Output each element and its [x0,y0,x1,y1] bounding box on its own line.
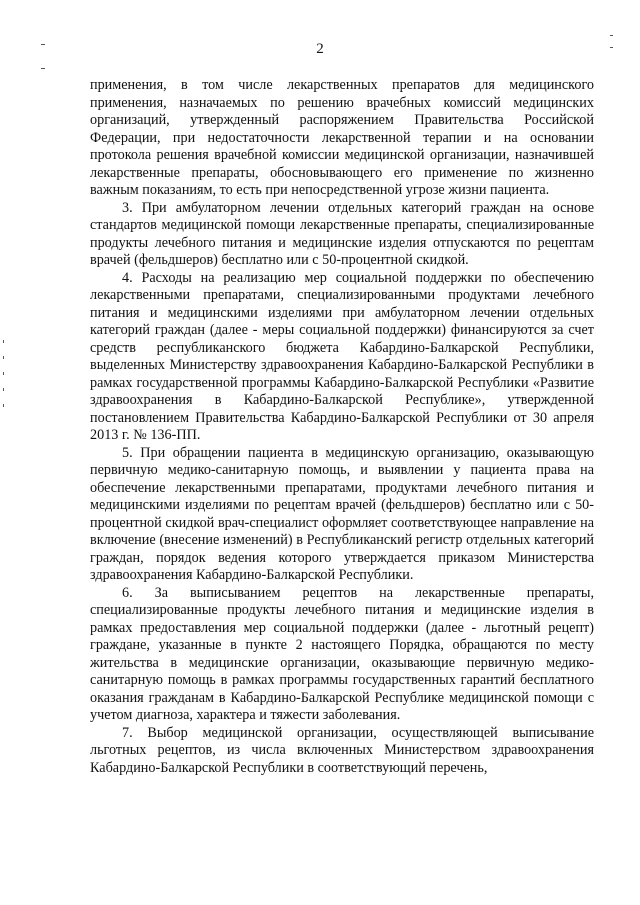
page-number: 2 [316,41,324,57]
paragraph-continuation: применения, в том числе лекарственных препаратов для медицинского применения, назначаемых по решению врачебных комиссий медицинских организаций, утвержденный распоряжением Правительства Российской Федерации, при недостаточности лекарственной терапии и на основании протокола решения врачебной комиссии медицинской организации, назначившей лекарственные препараты, обосновывающего его применение по жизненно важным показаниям, то есть при непосредственной угрозе жизни пациента. [90,77,594,198]
scan-artifact [3,340,4,343]
paragraph-item-4: 4. Расходы на реализацию мер социальной поддержки по обеспечению лекарственными препаратами, специализированными продуктами лечебного питания и медицинскими изделиями при амбулаторном лечении отдельных категорий граждан (далее - меры социальной поддержки) финансируются за счет средств республиканского бюджета Кабардино-Балкарской Республики, выделенных Министерству здравоохранения Кабардино-Балкарской Республики в рамках государственной программы Кабардино-Балкарской Республики «Развитие здравоохранения в Кабардино-Балкарской Республике», утвержденной постановлением Правительства Кабардино-Балкарской Республики от 30 апреля 2013 г. № 136-ПП. [90,269,594,443]
scan-artifact [3,404,4,407]
paragraph-item-7: 7. Выбор медицинской организации, осуществляющей выписывание льготных рецептов, из числа включенных Министерством здравоохранения Кабардино-Балкарской Республики в соответствующий перечень, [90,724,594,776]
scan-artifact [41,68,45,69]
document-body [90,77,594,777]
paragraph-item-6: 6. За выписыванием рецептов на лекарственные препараты, специализированные продукты лечебного питания и медицинские изделия в рамках предоставления мер социальной поддержки (далее - льготный рецепт) граждане, указанные в пункте 2 настоящего Порядка, обращаются по месту жительства в медицинские организации, оказывающие первичную медико-санитарную помощь в рамках программы государственных гарантий бесплатного оказания гражданам в Кабардино-Балкарской Республике медицинской помощи с учетом диагноза, характера и тяжести заболевания. [90,584,594,723]
scan-artifact [3,372,4,375]
scan-artifact [610,35,613,36]
scan-artifact [3,388,4,391]
scan-artifact [3,356,4,359]
paragraph-item-5: 5. При обращении пациента в медицинскую организацию, оказывающую первичную медико-санитарную помощь, и выявлении у пациента права на обеспечение лекарственными препаратами, продуктами лечебного питания и медицинскими изделиями по рецептам врачей (фельдшеров) бесплатно или с 50-процентной скидкой врач-специалист оформляет соответствующее направление на включение (внесение изменений) в Республиканский регистр отдельных категорий граждан, порядок ведения которого утверждается приказом Министерства здравоохранения Кабардино-Балкарской Республики. [90,444,594,583]
paragraph-item-3: 3. При амбулаторном лечении отдельных категорий граждан на основе стандартов медицинской помощи лекарственные препараты, специализированные продукты лечебного питания и медицинские изделия отпускаются по рецептам врачей (фельдшеров) бесплатно или с 50-процентной скидкой. [90,199,594,268]
